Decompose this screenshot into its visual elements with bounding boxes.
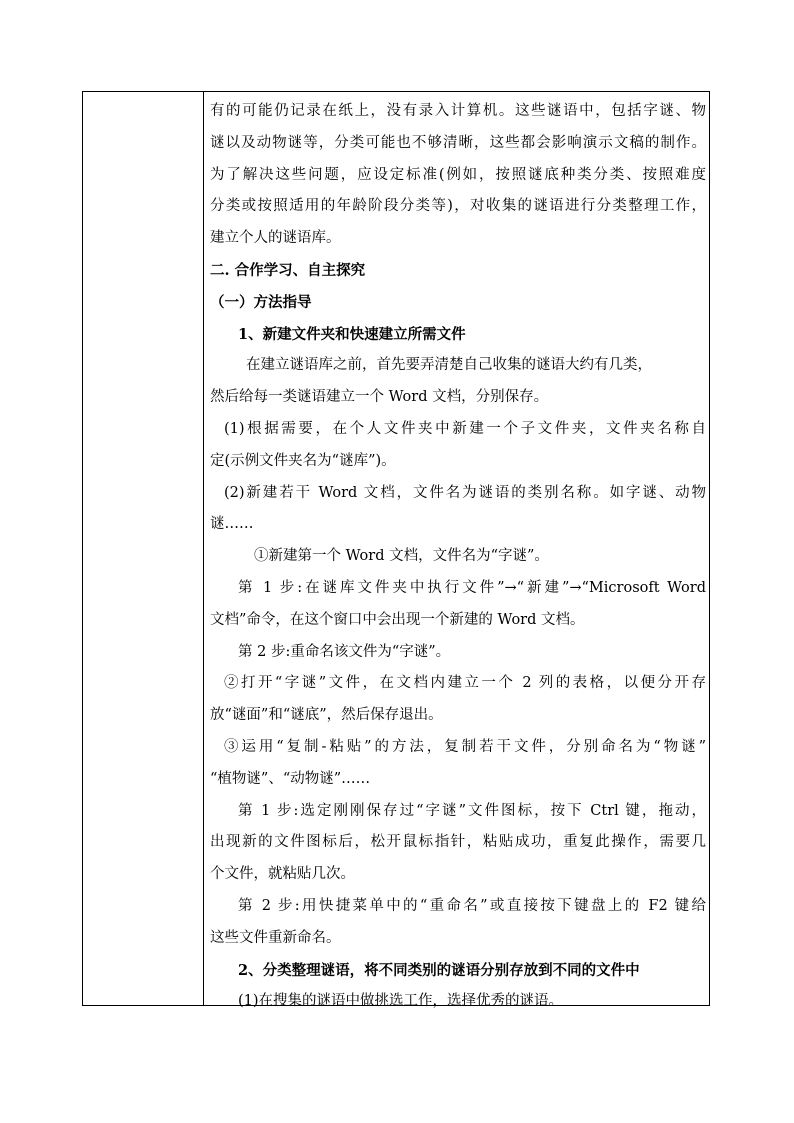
paragraph-line: “植物谜”、“动物谜”……	[210, 770, 371, 787]
paragraph-line: 谜以及动物谜等，分类可能也不够清晰，这些都会影响演示文稿的制作。	[210, 134, 706, 151]
table-frame	[82, 91, 710, 1010]
table-left-cell	[83, 92, 203, 1005]
paragraph-line: (1)根据需要，在个人文件夹中新建一个子文件夹，文件夹名称自	[224, 420, 706, 437]
paragraph-line: ①新建第一个 Word 文档，文件名为“字谜”。	[254, 548, 549, 565]
paragraph-line: (1)在搜集的谜语中做挑选工作，选择优秀的谜语。	[238, 993, 564, 1010]
paragraph-line: (2)新建若干 Word 文档，文件名为谜语的类别名称。如字谜、动物	[224, 484, 706, 501]
table-column-divider	[203, 92, 204, 1005]
paragraph-line: 定(示例文件夹名为“谜库”)。	[210, 452, 396, 469]
paragraph-line: ②打开“字谜”文件，在文档内建立一个 2 列的表格，以便分开存	[224, 675, 706, 692]
step-heading: 1、新建文件夹和快速建立所需文件	[238, 325, 466, 343]
paragraph-line: 第 2 步:用快捷菜单中的“重命名”或直接按下键盘上的 F2 键给	[238, 897, 706, 914]
paragraph-line: 这些文件重新命名。	[210, 929, 341, 946]
paragraph-line: 个文件，就粘贴几次。	[210, 866, 355, 883]
paragraph-line: 出现新的文件图标后，松开鼠标指针，粘贴成功，重复此操作，需要几	[210, 834, 706, 851]
paragraph-line: 第 2 步:重命名该文件为“字谜”。	[238, 643, 451, 660]
paragraph-line: ③运用“复制-粘贴”的方法，复制若干文件，分别命名为“物谜”	[224, 738, 706, 755]
paragraph-line: 第 1 步:在谜库文件夹中执行文件”→“新建”→“Microsoft Word	[238, 579, 706, 596]
section-heading: 二. 合作学习、自主探究	[210, 261, 366, 279]
paragraph-line: 第 1 步:选定刚刚保存过“字谜”文件图标，按下 Ctrl 键，拖动，	[238, 802, 706, 819]
paragraph-line: 谜……	[210, 516, 254, 533]
paragraph-line: 建立个人的谜语库。	[210, 230, 341, 247]
paragraph-line: 在建立谜语库之前，首先要弄清楚自己收集的谜语大约有几类，	[246, 357, 652, 374]
table-content-cell	[210, 96, 706, 1018]
paragraph-line: 有的可能仍记录在纸上，没有录入计算机。这些谜语中，包括字谜、物	[210, 103, 706, 119]
paragraph-line: 文档”命令，在这个窗口中会出现一个新建的 Word 文档。	[210, 611, 585, 628]
paragraph-line: 放“谜面”和“谜底”，然后保存退出。	[210, 707, 443, 724]
step-heading: 2、分类整理谜语，将不同类别的谜语分别存放到不同的文件中	[238, 961, 640, 979]
paragraph-line: 分类或按照适用的年龄阶段分类等)，对收集的谜语进行分类整理工作，	[210, 198, 706, 215]
paragraph-line: 为了解决这些问题，应设定标准(例如，按照谜底种类分类、按照难度	[210, 166, 706, 183]
paragraph-line: 然后给每一类谜语建立一个 Word 文档，分别保存。	[210, 389, 549, 406]
subsection-heading: （一）方法指导	[210, 293, 312, 311]
